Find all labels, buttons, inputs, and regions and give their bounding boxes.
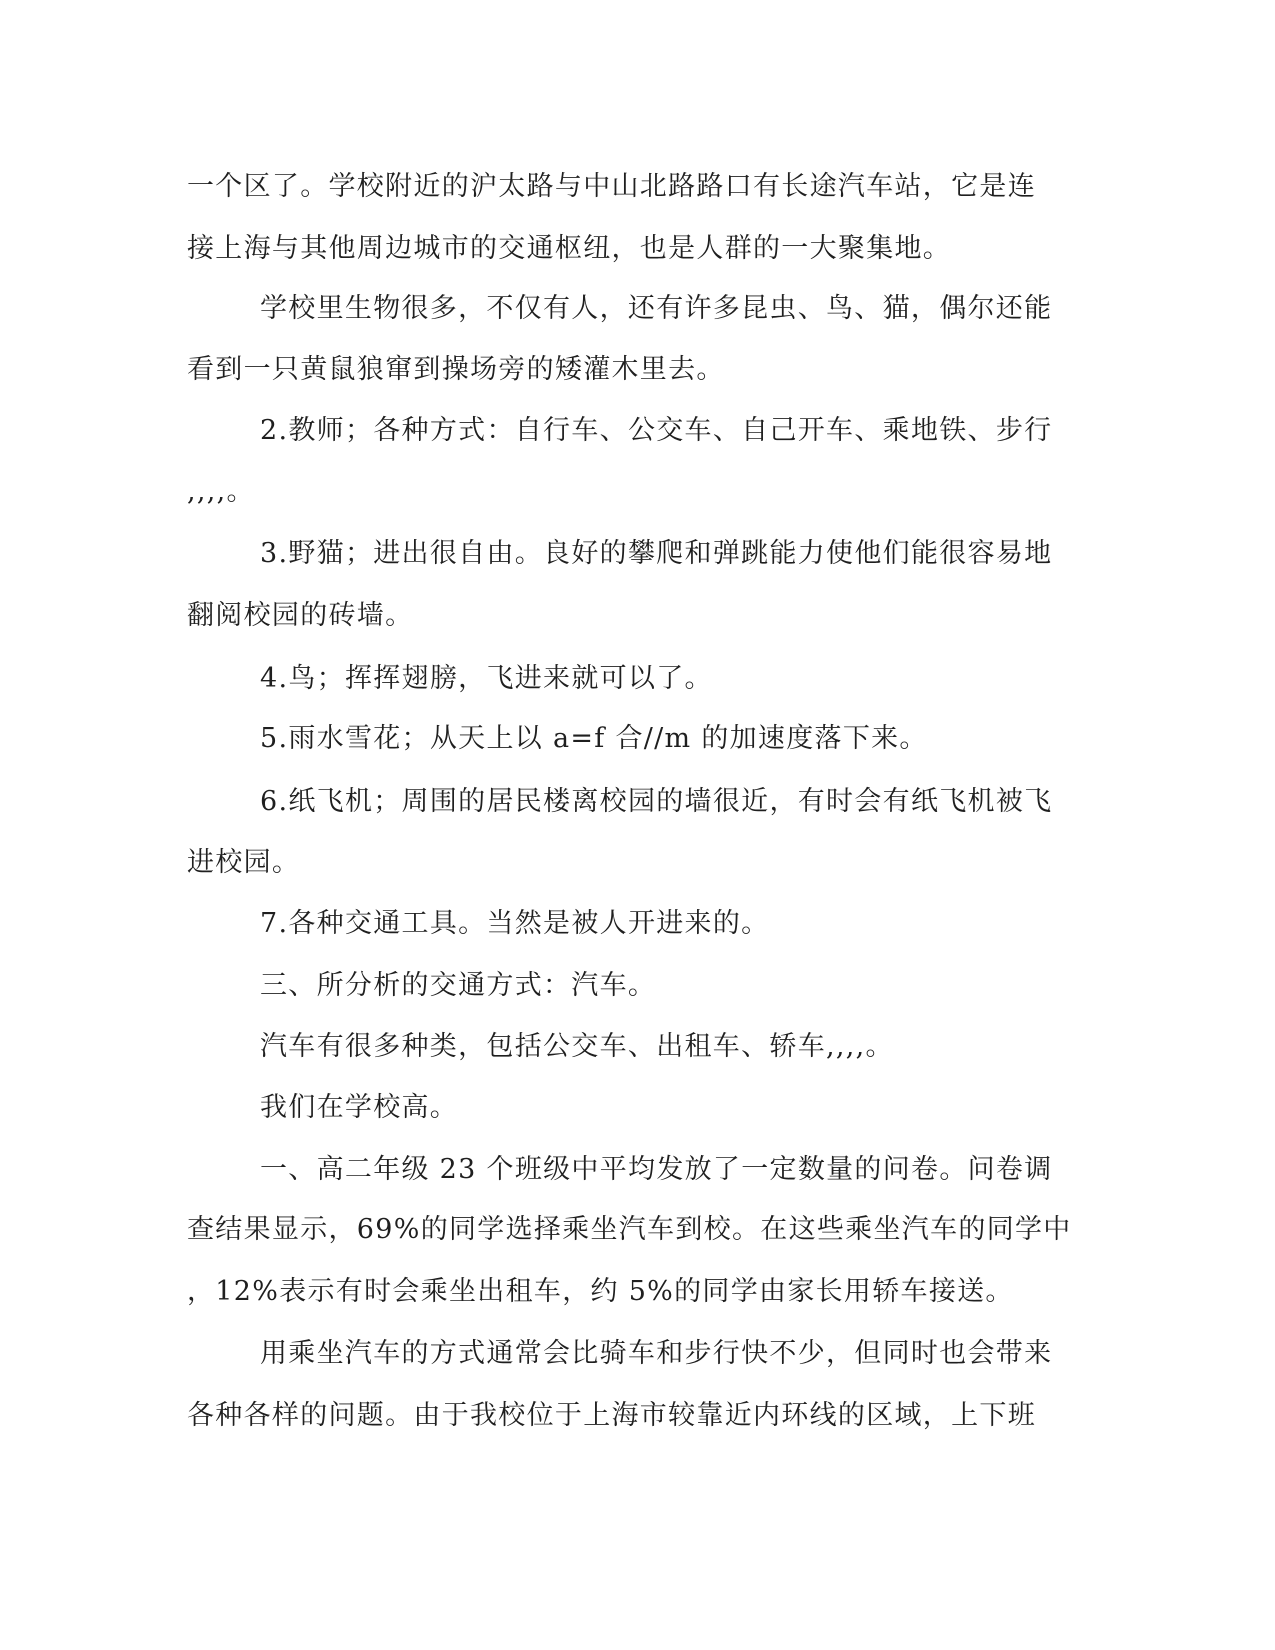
text-line: 翻阅校园的砖墙。 <box>187 600 414 631</box>
text-line: ,,,,。 <box>187 476 255 507</box>
text-line: 接上海与其他周边城市的交通枢纽，也是人群的一大聚集地。 <box>187 233 952 264</box>
text-line: 3.野猫；进出很自由。良好的攀爬和弹跳能力使他们能很容易地 <box>260 538 1053 569</box>
text-line: ，12%表示有时会乘坐出租车，约 5%的同学由家长用轿车接送。 <box>187 1276 1014 1307</box>
text-line: 4.鸟；挥挥翅膀，飞进来就可以了。 <box>260 663 713 694</box>
text-line: 一个区了。学校附近的沪太路与中山北路路口有长途汽车站，它是连 <box>187 171 1036 202</box>
text-line: 各种各样的问题。由于我校位于上海市较靠近内环线的区域，上下班 <box>187 1400 1036 1431</box>
text-line: 用乘坐汽车的方式通常会比骑车和步行快不少，但同时也会带来 <box>260 1338 1053 1369</box>
text-line: 5.雨水雪花；从天上以 a=f 合//m 的加速度落下来。 <box>260 723 928 754</box>
text-line: 7.各种交通工具。当然是被人开进来的。 <box>260 908 770 939</box>
text-line: 查结果显示，69%的同学选择乘坐汽车到校。在这些乘坐汽车的同学中 <box>187 1214 1072 1245</box>
text-line: 学校里生物很多，不仅有人，还有许多昆虫、鸟、猫，偶尔还能 <box>260 293 1053 324</box>
text-line: 三、所分析的交通方式：汽车。 <box>260 970 657 1001</box>
text-line: 一、高二年级 23 个班级中平均发放了一定数量的问卷。问卷调 <box>260 1154 1053 1185</box>
text-line: 我们在学校高。 <box>260 1092 459 1123</box>
text-line: 2.教师；各种方式：自行车、公交车、自己开车、乘地铁、步行 <box>260 415 1053 446</box>
text-line: 6.纸飞机；周围的居民楼离校园的墙很近，有时会有纸飞机被飞 <box>260 786 1053 817</box>
text-line: 汽车有很多种类，包括公交车、出租车、轿车,,,,。 <box>260 1031 894 1062</box>
text-line: 进校园。 <box>187 847 301 878</box>
text-line: 看到一只黄鼠狼窜到操场旁的矮灌木里去。 <box>187 354 725 385</box>
